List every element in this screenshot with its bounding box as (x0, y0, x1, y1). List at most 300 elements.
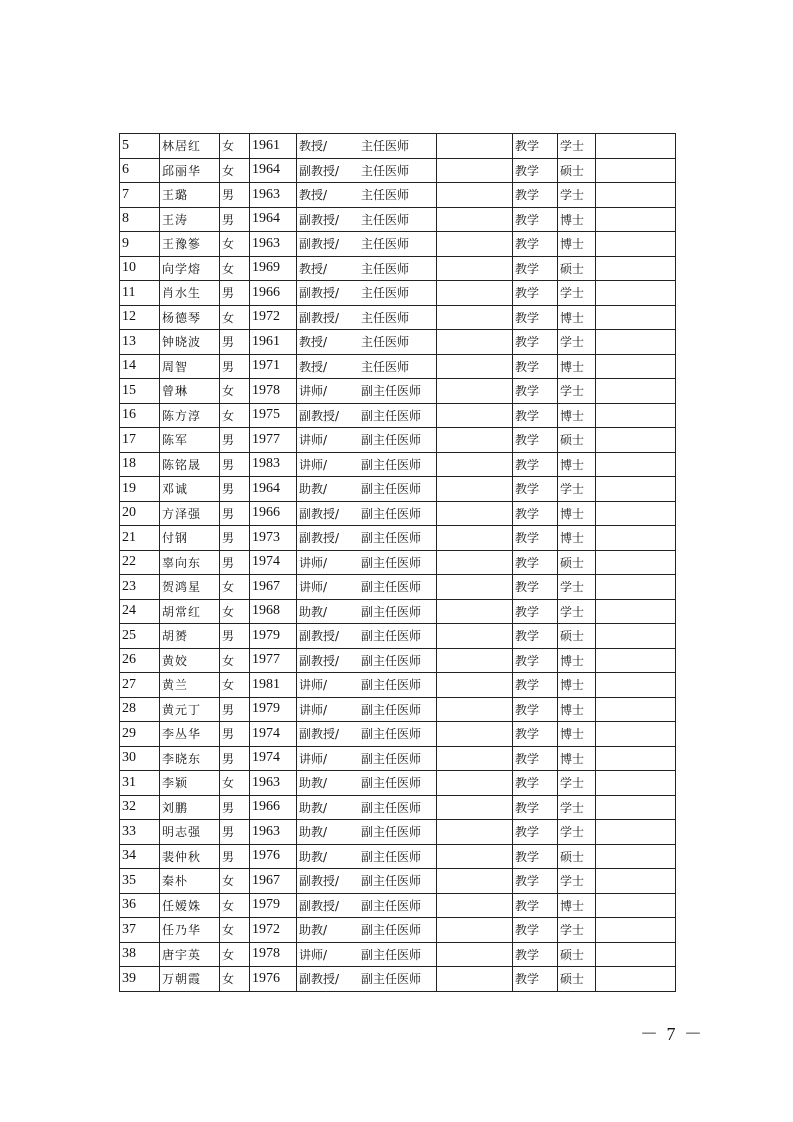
clinical-title: 副主任医师 (361, 555, 422, 570)
gender: 男 (220, 501, 250, 526)
gender: 女 (220, 893, 250, 918)
category: 教学 (513, 305, 558, 330)
blank-cell (596, 820, 676, 845)
clinical-title: 副主任医师 (361, 898, 422, 913)
gender: 男 (220, 477, 250, 502)
gender: 女 (220, 379, 250, 404)
clinical-title: 副主任医师 (361, 531, 422, 546)
gender: 男 (220, 722, 250, 747)
professional-title (297, 183, 437, 208)
degree: 学士 (558, 869, 596, 894)
clinical-title: 主任医师 (361, 359, 410, 374)
birth-year: 1981 (250, 673, 297, 698)
academic-title: 助教/ (299, 800, 328, 815)
birth-year: 1967 (250, 575, 297, 600)
professional-title (297, 526, 437, 551)
gender: 男 (220, 820, 250, 845)
table-row (120, 942, 676, 967)
clinical-title: 主任医师 (361, 188, 410, 203)
gender: 男 (220, 550, 250, 575)
table-row (120, 134, 676, 159)
gender: 男 (220, 697, 250, 722)
category: 教学 (513, 281, 558, 306)
gender: 女 (220, 256, 250, 281)
row-number: 34 (120, 844, 160, 869)
professional-title (297, 746, 437, 771)
category: 教学 (513, 575, 558, 600)
professional-title (297, 771, 437, 796)
professional-title (297, 722, 437, 747)
birth-year: 1979 (250, 624, 297, 649)
clinical-title: 副主任医师 (361, 384, 422, 399)
professional-title (297, 918, 437, 943)
table-row (120, 183, 676, 208)
degree: 博士 (558, 232, 596, 257)
blank-cell (437, 722, 513, 747)
gender: 男 (220, 624, 250, 649)
degree: 学士 (558, 575, 596, 600)
degree: 博士 (558, 893, 596, 918)
professional-title (297, 795, 437, 820)
staff-name: 黄姣 (160, 648, 220, 673)
category: 教学 (513, 869, 558, 894)
birth-year: 1973 (250, 526, 297, 551)
category: 教学 (513, 452, 558, 477)
birth-year: 1977 (250, 648, 297, 673)
academic-title: 讲师/ (299, 702, 328, 717)
staff-name: 刘鹏 (160, 795, 220, 820)
professional-title (297, 673, 437, 698)
staff-name: 王豫篸 (160, 232, 220, 257)
birth-year: 1979 (250, 697, 297, 722)
academic-title: 副教授/ (299, 212, 340, 227)
birth-year: 1967 (250, 869, 297, 894)
category: 教学 (513, 771, 558, 796)
staff-table (119, 133, 676, 992)
degree: 硕士 (558, 624, 596, 649)
clinical-title: 副主任医师 (361, 923, 422, 938)
blank-cell (596, 893, 676, 918)
row-number: 6 (120, 158, 160, 183)
row-number: 15 (120, 379, 160, 404)
professional-title (297, 158, 437, 183)
blank-cell (437, 330, 513, 355)
blank-cell (596, 158, 676, 183)
blank-cell (596, 599, 676, 624)
category: 教学 (513, 697, 558, 722)
staff-name: 黄兰 (160, 673, 220, 698)
blank-cell (437, 354, 513, 379)
row-number: 17 (120, 428, 160, 453)
degree: 学士 (558, 918, 596, 943)
birth-year: 1964 (250, 158, 297, 183)
blank-cell (437, 967, 513, 992)
academic-title: 讲师/ (299, 555, 328, 570)
academic-title: 讲师/ (299, 751, 328, 766)
table-row (120, 893, 676, 918)
degree: 博士 (558, 501, 596, 526)
clinical-title: 副主任医师 (361, 776, 422, 791)
table-row (120, 281, 676, 306)
staff-name: 王涛 (160, 207, 220, 232)
clinical-title: 副主任医师 (361, 825, 422, 840)
blank-cell (596, 918, 676, 943)
staff-name: 秦朴 (160, 869, 220, 894)
clinical-title: 副主任医师 (361, 482, 422, 497)
blank-cell (596, 330, 676, 355)
row-number: 19 (120, 477, 160, 502)
clinical-title: 副主任医师 (361, 800, 422, 815)
row-number: 29 (120, 722, 160, 747)
academic-title: 讲师/ (299, 433, 328, 448)
table-row (120, 918, 676, 943)
degree: 博士 (558, 648, 596, 673)
page-number: － 7 － (640, 1024, 704, 1044)
clinical-title: 副主任医师 (361, 604, 422, 619)
academic-title: 副教授/ (299, 286, 340, 301)
academic-title: 教授/ (299, 359, 328, 374)
professional-title (297, 305, 437, 330)
row-number: 13 (120, 330, 160, 355)
row-number: 18 (120, 452, 160, 477)
row-number: 7 (120, 183, 160, 208)
blank-cell (437, 256, 513, 281)
birth-year: 1976 (250, 844, 297, 869)
row-number: 36 (120, 893, 160, 918)
table-row (120, 232, 676, 257)
row-number: 39 (120, 967, 160, 992)
clinical-title: 主任医师 (361, 237, 410, 252)
birth-year: 1966 (250, 795, 297, 820)
gender: 女 (220, 771, 250, 796)
clinical-title: 副主任医师 (361, 751, 422, 766)
academic-title: 副教授/ (299, 163, 340, 178)
clinical-title: 副主任医师 (361, 702, 422, 717)
row-number: 38 (120, 942, 160, 967)
blank-cell (437, 942, 513, 967)
staff-name: 向学熔 (160, 256, 220, 281)
academic-title: 助教/ (299, 482, 328, 497)
row-number: 16 (120, 403, 160, 428)
professional-title (297, 403, 437, 428)
table-row (120, 746, 676, 771)
blank-cell (596, 942, 676, 967)
gender: 男 (220, 795, 250, 820)
birth-year: 1978 (250, 379, 297, 404)
gender: 女 (220, 232, 250, 257)
clinical-title: 副主任医师 (361, 408, 422, 423)
professional-title (297, 697, 437, 722)
staff-name: 胡赟 (160, 624, 220, 649)
staff-name: 明志强 (160, 820, 220, 845)
blank-cell (437, 452, 513, 477)
birth-year: 1966 (250, 501, 297, 526)
degree: 硕士 (558, 256, 596, 281)
professional-title (297, 844, 437, 869)
professional-title (297, 942, 437, 967)
table-row (120, 967, 676, 992)
academic-title: 讲师/ (299, 580, 328, 595)
birth-year: 1968 (250, 599, 297, 624)
clinical-title: 副主任医师 (361, 580, 422, 595)
table-row (120, 795, 676, 820)
table-row (120, 820, 676, 845)
birth-year: 1974 (250, 746, 297, 771)
gender: 男 (220, 183, 250, 208)
table-row (120, 550, 676, 575)
category: 教学 (513, 893, 558, 918)
professional-title (297, 501, 437, 526)
gender: 男 (220, 330, 250, 355)
birth-year: 1964 (250, 207, 297, 232)
blank-cell (596, 869, 676, 894)
professional-title (297, 428, 437, 453)
blank-cell (596, 379, 676, 404)
birth-year: 1983 (250, 452, 297, 477)
degree: 学士 (558, 820, 596, 845)
staff-name: 邱丽华 (160, 158, 220, 183)
academic-title: 副教授/ (299, 408, 340, 423)
category: 教学 (513, 820, 558, 845)
table-row (120, 158, 676, 183)
clinical-title: 副主任医师 (361, 874, 422, 889)
birth-year: 1975 (250, 403, 297, 428)
gender: 女 (220, 918, 250, 943)
staff-name: 周智 (160, 354, 220, 379)
academic-title: 副教授/ (299, 874, 340, 889)
category: 教学 (513, 918, 558, 943)
category: 教学 (513, 207, 558, 232)
gender: 女 (220, 967, 250, 992)
row-number: 31 (120, 771, 160, 796)
staff-name: 钟晓波 (160, 330, 220, 355)
professional-title (297, 354, 437, 379)
birth-year: 1974 (250, 550, 297, 575)
blank-cell (437, 550, 513, 575)
table-row (120, 575, 676, 600)
degree: 硕士 (558, 428, 596, 453)
blank-cell (596, 256, 676, 281)
blank-cell (596, 281, 676, 306)
table-row (120, 697, 676, 722)
birth-year: 1979 (250, 893, 297, 918)
row-number: 9 (120, 232, 160, 257)
clinical-title: 主任医师 (361, 286, 410, 301)
degree: 博士 (558, 722, 596, 747)
category: 教学 (513, 158, 558, 183)
blank-cell (437, 599, 513, 624)
staff-name: 陈铭晟 (160, 452, 220, 477)
degree: 学士 (558, 183, 596, 208)
gender: 女 (220, 134, 250, 159)
blank-cell (437, 746, 513, 771)
professional-title (297, 452, 437, 477)
degree: 硕士 (558, 158, 596, 183)
birth-year: 1963 (250, 183, 297, 208)
table-row (120, 624, 676, 649)
professional-title (297, 232, 437, 257)
table-row (120, 452, 676, 477)
blank-cell (596, 232, 676, 257)
row-number: 8 (120, 207, 160, 232)
academic-title: 教授/ (299, 261, 328, 276)
clinical-title: 副主任医师 (361, 727, 422, 742)
row-number: 22 (120, 550, 160, 575)
blank-cell (596, 207, 676, 232)
staff-name: 陈方淳 (160, 403, 220, 428)
blank-cell (437, 697, 513, 722)
gender: 男 (220, 746, 250, 771)
academic-title: 讲师/ (299, 457, 328, 472)
blank-cell (437, 795, 513, 820)
blank-cell (596, 428, 676, 453)
category: 教学 (513, 795, 558, 820)
category: 教学 (513, 354, 558, 379)
table-row (120, 526, 676, 551)
birth-year: 1978 (250, 942, 297, 967)
degree: 学士 (558, 281, 596, 306)
blank-cell (437, 575, 513, 600)
blank-cell (596, 452, 676, 477)
blank-cell (437, 771, 513, 796)
degree: 博士 (558, 697, 596, 722)
blank-cell (596, 722, 676, 747)
staff-name: 杨德琴 (160, 305, 220, 330)
row-number: 28 (120, 697, 160, 722)
professional-title (297, 379, 437, 404)
academic-title: 副教授/ (299, 727, 340, 742)
clinical-title: 副主任医师 (361, 433, 422, 448)
category: 教学 (513, 624, 558, 649)
professional-title (297, 575, 437, 600)
table-row (120, 648, 676, 673)
academic-title: 教授/ (299, 188, 328, 203)
blank-cell (596, 746, 676, 771)
gender: 女 (220, 673, 250, 698)
category: 教学 (513, 746, 558, 771)
blank-cell (437, 305, 513, 330)
staff-name: 邓诚 (160, 477, 220, 502)
academic-title: 助教/ (299, 923, 328, 938)
category: 教学 (513, 232, 558, 257)
gender: 男 (220, 428, 250, 453)
staff-name: 方泽强 (160, 501, 220, 526)
table-row (120, 722, 676, 747)
blank-cell (596, 575, 676, 600)
table-row (120, 771, 676, 796)
blank-cell (437, 893, 513, 918)
table-row (120, 673, 676, 698)
academic-title: 副教授/ (299, 531, 340, 546)
blank-cell (596, 673, 676, 698)
row-number: 37 (120, 918, 160, 943)
blank-cell (437, 869, 513, 894)
category: 教学 (513, 722, 558, 747)
academic-title: 副教授/ (299, 972, 340, 987)
academic-title: 副教授/ (299, 629, 340, 644)
blank-cell (437, 820, 513, 845)
academic-title: 助教/ (299, 776, 328, 791)
professional-title (297, 281, 437, 306)
table-row (120, 379, 676, 404)
professional-title (297, 893, 437, 918)
birth-year: 1961 (250, 134, 297, 159)
staff-name: 肖水生 (160, 281, 220, 306)
professional-title (297, 820, 437, 845)
degree: 博士 (558, 403, 596, 428)
category: 教学 (513, 256, 558, 281)
gender: 男 (220, 281, 250, 306)
degree: 学士 (558, 599, 596, 624)
academic-title: 助教/ (299, 604, 328, 619)
category: 教学 (513, 673, 558, 698)
table-row (120, 599, 676, 624)
blank-cell (596, 967, 676, 992)
degree: 学士 (558, 379, 596, 404)
blank-cell (596, 771, 676, 796)
row-number: 27 (120, 673, 160, 698)
staff-name: 陈军 (160, 428, 220, 453)
professional-title (297, 207, 437, 232)
gender: 男 (220, 452, 250, 477)
degree: 硕士 (558, 844, 596, 869)
clinical-title: 副主任医师 (361, 678, 422, 693)
staff-name: 胡常红 (160, 599, 220, 624)
degree: 博士 (558, 526, 596, 551)
birth-year: 1963 (250, 820, 297, 845)
gender: 女 (220, 648, 250, 673)
academic-title: 副教授/ (299, 653, 340, 668)
table-row (120, 428, 676, 453)
professional-title (297, 967, 437, 992)
blank-cell (437, 428, 513, 453)
blank-cell (596, 477, 676, 502)
blank-cell (437, 844, 513, 869)
staff-name: 李晓东 (160, 746, 220, 771)
birth-year: 1974 (250, 722, 297, 747)
degree: 博士 (558, 452, 596, 477)
professional-title (297, 134, 437, 159)
blank-cell (437, 183, 513, 208)
birth-year: 1966 (250, 281, 297, 306)
degree: 硕士 (558, 550, 596, 575)
table-row (120, 869, 676, 894)
blank-cell (437, 134, 513, 159)
professional-title (297, 550, 437, 575)
clinical-title: 副主任医师 (361, 849, 422, 864)
row-number: 12 (120, 305, 160, 330)
row-number: 26 (120, 648, 160, 673)
staff-name: 王璐 (160, 183, 220, 208)
table-row (120, 207, 676, 232)
birth-year: 1969 (250, 256, 297, 281)
blank-cell (596, 134, 676, 159)
category: 教学 (513, 134, 558, 159)
degree: 学士 (558, 771, 596, 796)
gender: 女 (220, 575, 250, 600)
staff-name: 任乃华 (160, 918, 220, 943)
gender: 女 (220, 305, 250, 330)
table-row (120, 354, 676, 379)
clinical-title: 副主任医师 (361, 947, 422, 962)
row-number: 11 (120, 281, 160, 306)
blank-cell (596, 648, 676, 673)
blank-cell (596, 795, 676, 820)
row-number: 24 (120, 599, 160, 624)
blank-cell (437, 526, 513, 551)
blank-cell (437, 673, 513, 698)
clinical-title: 副主任医师 (361, 972, 422, 987)
